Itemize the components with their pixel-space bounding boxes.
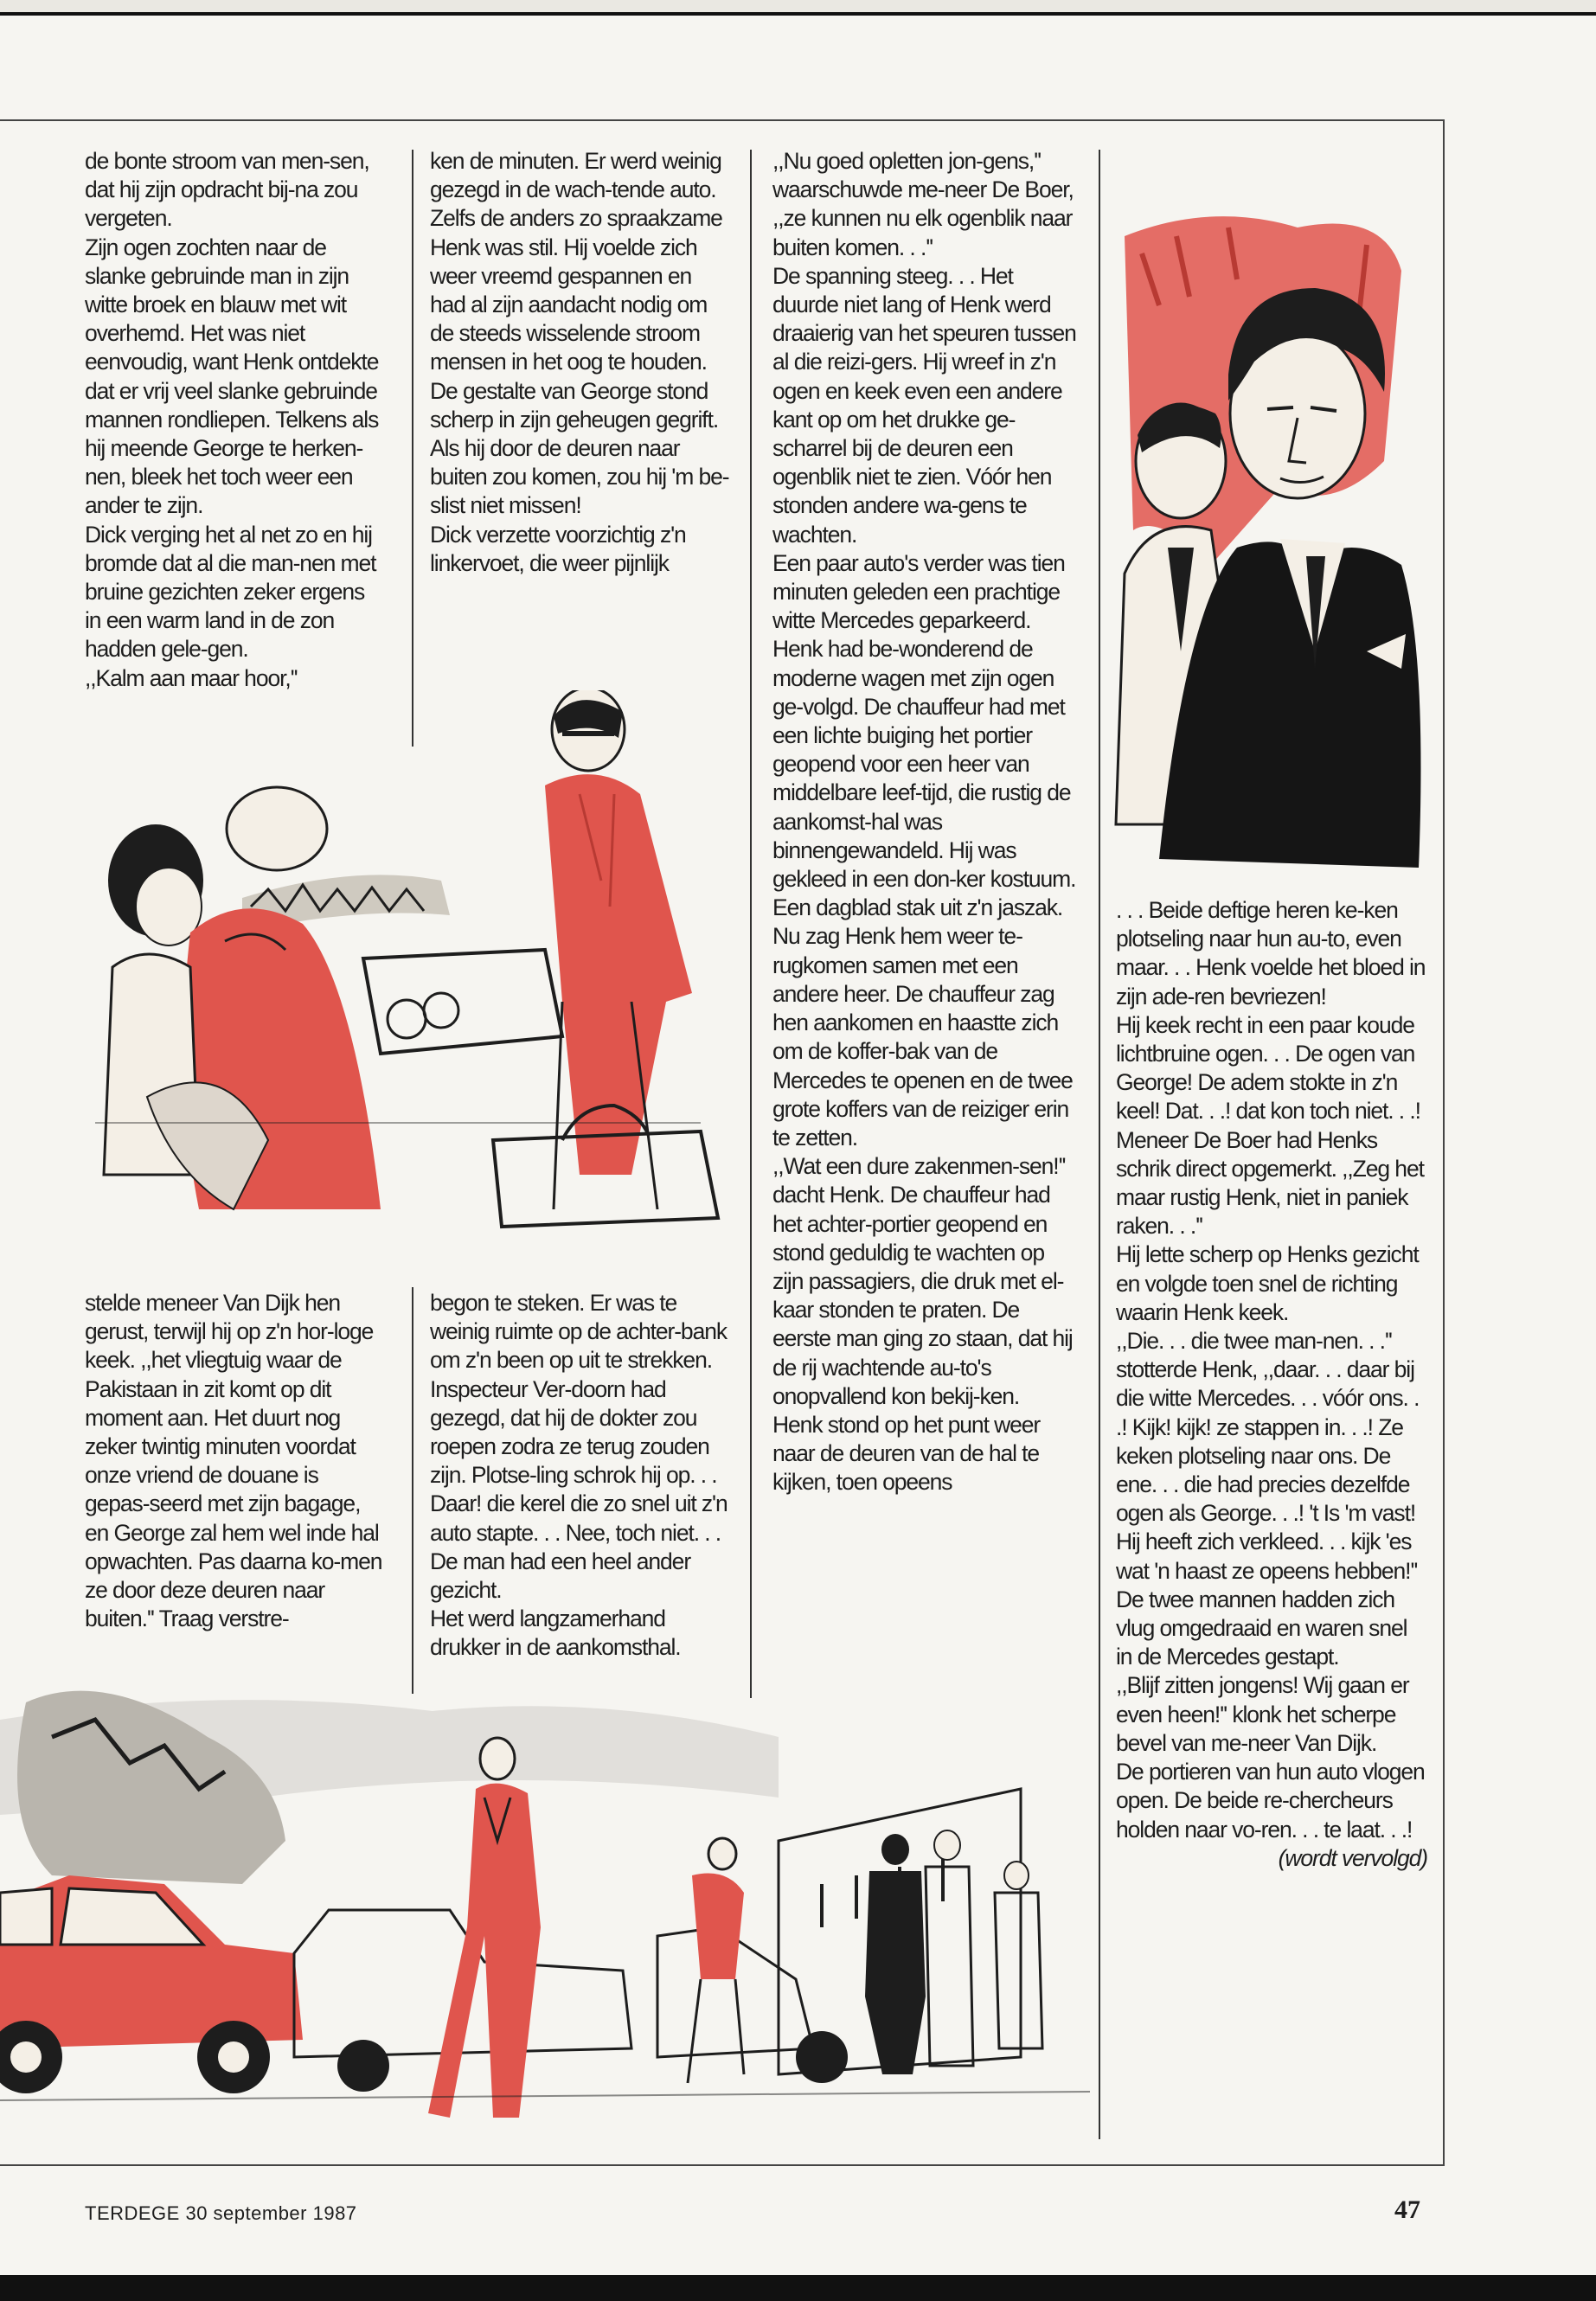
paragraph: Dick verzette voorzichtig z'n linkervoet, die weer pijnlijk [430, 521, 686, 576]
text-column-3 [772, 147, 1077, 1497]
illustration-two-men [1107, 202, 1436, 885]
magazine-page [0, 12, 1596, 2289]
paragraph: ken de minuten. Er werd weinig gezegd in de wach-tende auto. Zelfs de anders zo spraakzame Henk was stil. Hij voelde zich weer vreemd gespannen en had al zijn aandacht nodig om de steeds wisselende stroom mensen in het oog te houden. De gestalte van George stond scherp in zijn geheugen gegrift. Als hij door de deuren naar buiten zou komen, zou hij 'm be-slist niet missen! [430, 148, 729, 519]
paragraph: Nu zag Henk hem weer te-rugkomen samen met een andere heer. De chauffeur zag hen aankomen en haastte zich om de koffer-bak van de Mercedes te openen en de twee grote koffers van de reiziger erin te zetten. [772, 923, 1073, 1150]
column-rule [750, 150, 752, 1698]
paragraph: Hij keek recht in een paar koude lichtbruine ogen. . . De ogen van George! De adem stokte in z'n keel! Dat. . .! dat kon toch niet. . .! [1116, 1011, 1420, 1125]
paragraph: ,,Nu goed opletten jon-gens,'' waarschuwde me-neer De Boer, ,,ze kunnen nu elk ogenblik naar buiten komen. . .'' [772, 148, 1074, 260]
paragraph: Henk stond op het punt weer naar de deuren van de hal te kijken, toen opeens [772, 1411, 1041, 1496]
paragraph: begon te steken. Er was te weinig ruimte op de achter-bank om z'n been op uit te strekken. Inspecteur Ver-doorn had gezegd, dat hij de dokter zou roepen zodra ze terug zouden zijn. Plotse-ling schrok hij op. . . Daar! die kerel die zo snel uit z'n auto stapte. . . Nee, toch niet. . . De man had een heel ander gezicht. [430, 1290, 727, 1604]
paragraph: ,,Blijf zitten jongens! Wij gaan er even heen!'' klonk het scherpe bevel van me-neer Van Dijk. [1116, 1672, 1409, 1756]
text-column-2-top [430, 147, 731, 578]
illustration-airport-middle [95, 690, 735, 1261]
paragraph: de bonte stroom van men-sen, dat hij zijn opdracht bij-na zou vergeten. [85, 148, 369, 232]
text-column-1-middle [85, 1289, 388, 1633]
paragraph: Hij lette scherp op Henks gezicht en volgde toen snel de richting waarin Henk keek. [1116, 1241, 1419, 1325]
paragraph: Een paar auto's verder was tien minuten geleden een prachtige witte Mercedes geparkeerd. Henk had be-wonderend de moderne wagen met zijn ogen ge-volgd. De chauffeur had met een lichte buiging het portier geopend voor een heer van middelbare leef-tijd, die rustig de aankomst-hal was binnengewandeld. Hij was gekleed in een don-ker kostuum. Een dagblad stak uit z'n jaszak. [772, 549, 1076, 921]
illustration-street-bottom [0, 1668, 1090, 2152]
continued-note: (wordt vervolgd) [1278, 1844, 1427, 1871]
paragraph: De twee mannen hadden zich vlug omgedraaid en waren snel in de Mercedes gestapt. [1116, 1586, 1407, 1670]
column-rule [1099, 150, 1100, 2139]
paragraph: ,,Kalm aan maar hoor,'' [85, 664, 298, 691]
paragraph: . . . Beide deftige heren ke-ken plotseling naar hun au-to, even maar. . . Henk voelde het bloed in zijn ade-ren bevriezen! [1116, 897, 1426, 1009]
paragraph: Meneer De Boer had Henks schrik direct opgemerkt. ,,Zeg het maar rustig Henk, niet in paniek raken. . .'' [1116, 1126, 1424, 1240]
paragraph: De portieren van hun auto vlogen open. De beide re-chercheurs holden naar vo-ren. . . te laat. . .! [1116, 1759, 1425, 1843]
text-column-1-top [85, 147, 383, 693]
text-column-2-middle [430, 1289, 731, 1663]
paragraph: stelde meneer Van Dijk hen gerust, terwijl hij op z'n hor-loge keek. ,,het vliegtuig waar de Pakistaan in zit komt op dit moment aan. Het duurt nog zeker twintig minuten voordat onze vriend de douane is gepas-seerd met zijn bagage, en George zal hem wel inde hal opwachten. Pas daarna ko-men ze door deze deuren naar buiten.'' Traag verstre- [85, 1290, 382, 1632]
scan-edge [0, 2275, 1596, 2301]
paragraph: Het werd langzamerhand drukker in de aankomsthal. [430, 1606, 681, 1661]
paragraph: De spanning steeg. . . Het duurde niet lang of Henk werd draaierig van het speuren tussen al die reizi-gers. Hij wreef in z'n ogen en keek even een andere kant op om het drukke ge-scharrel bij de deuren een ogenblik niet te zien. Vóór hen stonden andere wa-gens te wachten. [772, 262, 1076, 548]
paragraph: ,,Die. . . die twee man-nen. . .'' stotterde Henk, ,,daar. . . daar bij die witte Mercedes. . . vóór ons. . .! Kijk! kijk! ze stappen in. . .! Ze keken plotseling naar ons. De ene. . . die had precies dezelfde ogen als George. . .! 't Is 'm vast! Hij heeft zich verkleed. . . kijk 'es wat 'n haast ze opeens hebben!'' [1116, 1328, 1420, 1584]
magazine-footer: TERDEGE 30 september 1987 [85, 2202, 357, 2224]
paragraph: Dick verging het al net zo en hij bromde dat al die man-nen met bruine gezichten zeker ergens in een warm land in de zon hadden gele-gen. [85, 521, 376, 663]
paragraph: Zijn ogen zochten naar de slanke gebruinde man in zijn witte broek en blauw met wit overhemd. Het was niet eenvoudig, want Henk ontdekte dat er vrij veel slanke gebruinde mannen rondliepen. Telkens als hij meende George te herken-nen, bleek het toch weer een ander te zijn. [85, 234, 379, 519]
text-column-4 [1116, 896, 1427, 1873]
column-rule [412, 150, 413, 747]
paragraph: ,,Wat een dure zakenmen-sen!'' dacht Henk. De chauffeur had het achter-portier geopend en stond geduldig te wachten op zijn passagiers, die druk met el-kaar stonden te praten. De eerste man ging zo staan, dat hij de rij wachtende au-to's onopvallend kon bekij-ken. [772, 1153, 1073, 1409]
column-rule [412, 1287, 413, 1694]
page-number: 47 [1394, 2195, 1420, 2224]
